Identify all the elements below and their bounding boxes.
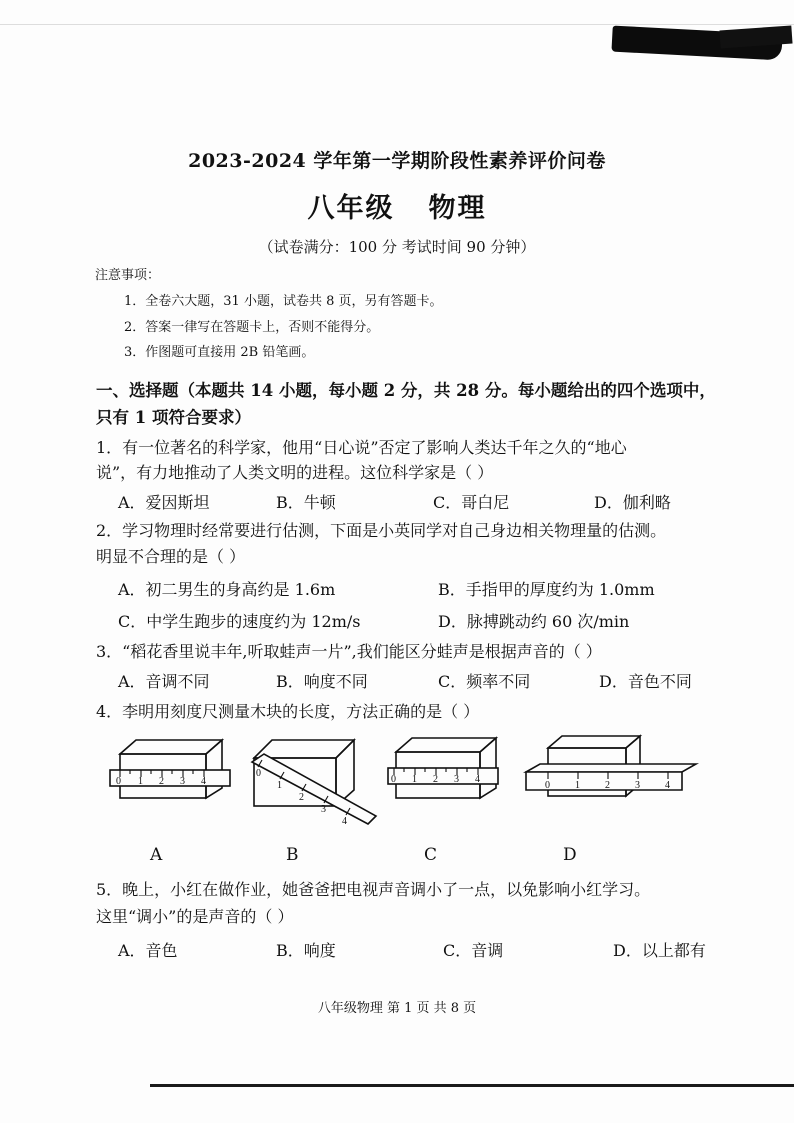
grade-subject — [0, 186, 794, 225]
q5-option-d[interactable]: D．以上都有 — [613, 941, 706, 960]
question-1-stem: 1．有一位著名的科学家，他用“日心说”否定了影响人类达千年之久的“地心 — [96, 438, 627, 457]
tick-label: 2 — [159, 776, 164, 787]
subject: 物理 — [428, 193, 487, 224]
exam-info: （试卷满分：100 分 考试时间 90 分钟） — [258, 238, 536, 256]
q2-option-c[interactable]: C．中学生跑步的速度约为 12m/s — [118, 612, 361, 631]
page-footer: 八年级物理 第 1 页 共 8 页 — [317, 1001, 477, 1016]
tick-label: 3 — [454, 774, 459, 785]
q1-option-d[interactable]: D．伽利略 — [594, 493, 671, 512]
tick-label: 4 — [201, 776, 206, 787]
block-top — [120, 740, 222, 754]
q2-option-a[interactable]: A．初二男生的身高约是 1.6m — [118, 580, 336, 599]
q3-option-a[interactable]: A．音调不同 — [118, 672, 210, 691]
q4-option-b[interactable]: B — [286, 845, 299, 865]
note-item: 2．答案一律写在答题卡上，否则不能得分。 — [124, 320, 380, 335]
notes-heading: 注意事项： — [95, 268, 161, 283]
q1-option-a[interactable]: A．爱因斯坦 — [118, 493, 210, 512]
tick-label: 2 — [299, 792, 304, 803]
ruler-diagram-a[interactable] — [106, 736, 236, 808]
tick-label: 2 — [605, 780, 610, 791]
question-5-stem: 这里“调小”的是声音的（ ） — [96, 907, 294, 926]
tick-label: 4 — [475, 774, 480, 785]
q1-option-b[interactable]: B．牛顿 — [276, 493, 336, 512]
q5-option-a[interactable]: A．音色 — [118, 941, 178, 960]
tick-label: 3 — [180, 776, 185, 787]
tick-label: 1 — [575, 780, 580, 791]
q4-option-d[interactable]: D — [563, 845, 577, 865]
ruler-top — [526, 764, 696, 772]
tick-label: 1 — [138, 776, 143, 787]
scan-edge — [0, 24, 794, 25]
q3-option-c[interactable]: C．频率不同 — [438, 672, 531, 691]
scan-edge — [150, 1084, 794, 1087]
question-3-stem: 3．“稻花香里说丰年,听取蛙声一片”,我们能区分蛙声是根据声音的（ ） — [96, 642, 602, 661]
q5-option-c[interactable]: C．音调 — [443, 941, 504, 960]
block-top — [396, 738, 496, 752]
tick-label: 4 — [665, 780, 670, 791]
tick-label: 3 — [635, 780, 640, 791]
ruler-body — [110, 770, 230, 786]
question-2-stem: 明显不合理的是（ ） — [96, 547, 246, 566]
tick-label: 4 — [342, 816, 347, 827]
question-5-stem: 5．晚上，小红在做作业，她爸爸把电视声音调小了一点，以免影响小红学习。 — [96, 880, 651, 899]
q5-option-b[interactable]: B．响度 — [276, 941, 336, 960]
q4-option-c[interactable]: C — [424, 845, 438, 865]
question-2-stem: 2．学习物理时经常要进行估测，下面是小英同学对自己身边相关物理量的估测。 — [96, 521, 667, 540]
ruler-body — [252, 754, 376, 824]
q2-option-d[interactable]: D．脉搏跳动约 60 次/min — [438, 612, 630, 631]
tick-label: 0 — [391, 774, 396, 785]
tick-label: 0 — [545, 780, 550, 791]
tick-label: 0 — [256, 768, 261, 779]
question-4-stem: 4．李明用刻度尺测量木块的长度，方法正确的是（ ） — [96, 702, 480, 721]
grade: 八年级 — [307, 193, 395, 224]
block-side — [206, 740, 222, 798]
question-1-stem: 说”，有力地推动了人类文明的进程。这位科学家是（ ） — [96, 463, 494, 482]
ruler-diagram-d[interactable] — [522, 734, 700, 806]
q1-option-c[interactable]: C．哥白尼 — [433, 493, 510, 512]
note-item: 3．作图题可直接用 2B 铅笔画。 — [124, 345, 315, 360]
tick-label: 0 — [116, 776, 121, 787]
block-top — [548, 736, 640, 748]
q2-option-b[interactable]: B．手指甲的厚度约为 1.0mm — [438, 580, 655, 599]
q3-option-d[interactable]: D．音色不同 — [599, 672, 692, 691]
tick-label: 2 — [433, 774, 438, 785]
q3-option-b[interactable]: B．响度不同 — [276, 672, 368, 691]
section-heading: 一、选择题（本题共 14 小题，每小题 2 分，共 28 分。每小题给出的四个选项中， — [96, 381, 716, 400]
ruler-diagram-c[interactable] — [384, 734, 508, 806]
exam-title: 2023-2024 学年第一学期阶段性素养评价问卷 — [188, 150, 606, 172]
tick-label: 1 — [277, 780, 282, 791]
ruler-diagram-b[interactable] — [244, 732, 384, 828]
tick-label: 3 — [321, 804, 326, 815]
tick-label: 1 — [412, 774, 417, 785]
note-item: 1．全卷六大题，31 小题，试卷共 8 页，另有答题卡。 — [124, 294, 443, 309]
q4-option-a[interactable]: A — [150, 845, 163, 865]
section-heading: 只有 1 项符合要求） — [96, 408, 251, 427]
